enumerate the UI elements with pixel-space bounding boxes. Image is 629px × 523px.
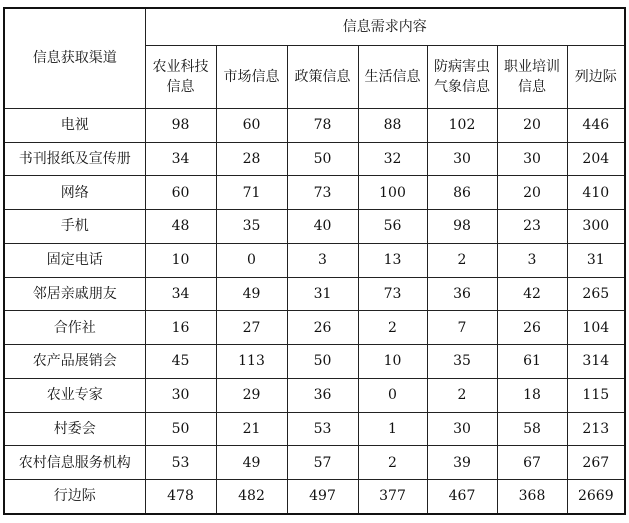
- table-cell: 98: [145, 109, 216, 143]
- table-cell: 102: [427, 109, 497, 143]
- table-row: [4, 210, 625, 244]
- table-cell: 20: [497, 176, 567, 210]
- table-cell: 3: [287, 243, 358, 277]
- table-row: [4, 142, 625, 176]
- table-cell: 482: [216, 480, 287, 514]
- table-cell: 53: [145, 446, 216, 480]
- row-label: 电视: [4, 109, 145, 143]
- row-label: 书刊报纸及宣传册: [4, 142, 145, 176]
- table-cell: 53: [287, 412, 358, 446]
- table-cell: 34: [145, 142, 216, 176]
- table-cell: 20: [497, 109, 567, 143]
- table-cell: 10: [145, 243, 216, 277]
- row-label: 固定电话: [4, 243, 145, 277]
- column-header: [427, 46, 497, 109]
- table-cell: 36: [287, 378, 358, 412]
- column-header-label: 列边际: [574, 68, 617, 85]
- column-header: [145, 46, 216, 109]
- table-cell: 377: [358, 480, 427, 514]
- table-cell: 27: [216, 311, 287, 345]
- column-header: [567, 46, 625, 109]
- table-cell: 30: [427, 412, 497, 446]
- table-cell: 30: [497, 142, 567, 176]
- table-cell: 34: [145, 277, 216, 311]
- row-label: 网络: [4, 176, 145, 210]
- table-cell: 497: [287, 480, 358, 514]
- table-cell: 314: [567, 345, 625, 379]
- table-cell: 73: [358, 277, 427, 311]
- table-cell: 36: [427, 277, 497, 311]
- table-cell: 410: [567, 176, 625, 210]
- table-row: [4, 176, 625, 210]
- table-cell: 16: [145, 311, 216, 345]
- table-cell: 18: [497, 378, 567, 412]
- table-cell: 57: [287, 446, 358, 480]
- table-cell: 49: [216, 446, 287, 480]
- column-header-label: 政策信息: [294, 68, 351, 85]
- column-header-label: 市场信息: [223, 68, 280, 85]
- column-header: [497, 46, 567, 109]
- table-cell: 98: [427, 210, 497, 244]
- table-cell: 21: [216, 412, 287, 446]
- table-cell: 104: [567, 311, 625, 345]
- table-cell: 86: [427, 176, 497, 210]
- table-cell: 23: [497, 210, 567, 244]
- table-cell: 35: [427, 345, 497, 379]
- table-cell: 50: [287, 345, 358, 379]
- row-label: 农产品展销会: [4, 345, 145, 379]
- table-cell: 28: [216, 142, 287, 176]
- row-label: 合作社: [4, 311, 145, 345]
- column-header-label: 生活信息: [364, 68, 421, 85]
- table-cell: 60: [145, 176, 216, 210]
- table-cell: 58: [497, 412, 567, 446]
- table-cell: 467: [427, 480, 497, 514]
- table-row: [4, 480, 625, 514]
- table-cell: 73: [287, 176, 358, 210]
- table-cell: 40: [287, 210, 358, 244]
- table-row: [4, 378, 625, 412]
- row-header-cell: 信息获取渠道: [4, 8, 145, 109]
- table-cell: 300: [567, 210, 625, 244]
- table-cell: 45: [145, 345, 216, 379]
- table-cell: 48: [145, 210, 216, 244]
- table-cell: 29: [216, 378, 287, 412]
- row-label: 村委会: [4, 412, 145, 446]
- table-cell: 115: [567, 378, 625, 412]
- table-cell: 42: [497, 277, 567, 311]
- table-cell: 267: [567, 446, 625, 480]
- table-cell: 100: [358, 176, 427, 210]
- table-cell: 49: [216, 277, 287, 311]
- group-header-cell: 信息需求内容: [145, 8, 625, 46]
- column-header: [216, 46, 287, 109]
- table-cell: 0: [358, 378, 427, 412]
- table-cell: 2669: [567, 480, 625, 514]
- table-cell: 32: [358, 142, 427, 176]
- table-cell: 1: [358, 412, 427, 446]
- row-label: 农业专家: [4, 378, 145, 412]
- table-row: [4, 109, 625, 143]
- table-cell: 10: [358, 345, 427, 379]
- table-cell: 50: [287, 142, 358, 176]
- table-cell: 265: [567, 277, 625, 311]
- table-cell: 31: [567, 243, 625, 277]
- column-header: [358, 46, 427, 109]
- table-cell: 213: [567, 412, 625, 446]
- row-label: 农村信息服务机构: [4, 446, 145, 480]
- table-body: [4, 109, 625, 515]
- table-row: [4, 277, 625, 311]
- column-header-label: 职业培训信息: [504, 58, 560, 95]
- table-cell: 67: [497, 446, 567, 480]
- table-cell: 78: [287, 109, 358, 143]
- table-cell: 35: [216, 210, 287, 244]
- table-row: [4, 243, 625, 277]
- table-cell: 2: [427, 378, 497, 412]
- table-cell: 2: [358, 311, 427, 345]
- table-row: [4, 446, 625, 480]
- table-row: [4, 311, 625, 345]
- table-cell: 446: [567, 109, 625, 143]
- table-cell: 478: [145, 480, 216, 514]
- table-cell: 13: [358, 243, 427, 277]
- table-cell: 0: [216, 243, 287, 277]
- data-table: [3, 7, 626, 515]
- table-cell: 88: [358, 109, 427, 143]
- table-cell: 7: [427, 311, 497, 345]
- table-cell: 61: [497, 345, 567, 379]
- table-cell: 56: [358, 210, 427, 244]
- row-label: 手机: [4, 210, 145, 244]
- table-cell: 39: [427, 446, 497, 480]
- table-cell: 30: [145, 378, 216, 412]
- table-row: [4, 412, 625, 446]
- column-header-label: 农业科技信息: [152, 58, 209, 95]
- table-cell: 2: [358, 446, 427, 480]
- table-cell: 60: [216, 109, 287, 143]
- column-header-label: 防病害虫气象信息: [434, 58, 490, 95]
- table-cell: 368: [497, 480, 567, 514]
- table-cell: 31: [287, 277, 358, 311]
- table-cell: 2: [427, 243, 497, 277]
- table-cell: 204: [567, 142, 625, 176]
- table-cell: 71: [216, 176, 287, 210]
- table-cell: 30: [427, 142, 497, 176]
- table-cell: 26: [287, 311, 358, 345]
- column-header: [287, 46, 358, 109]
- table-cell: 3: [497, 243, 567, 277]
- table-row: [4, 345, 625, 379]
- table-cell: 26: [497, 311, 567, 345]
- table-cell: 50: [145, 412, 216, 446]
- table-cell: 113: [216, 345, 287, 379]
- row-label: 行边际: [4, 480, 145, 514]
- row-label: 邻居亲戚朋友: [4, 277, 145, 311]
